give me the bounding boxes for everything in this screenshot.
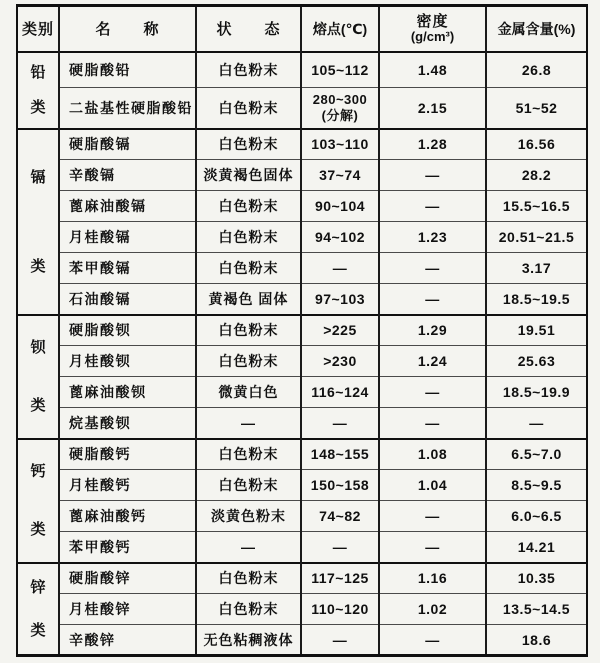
density-cell: — (379, 408, 486, 439)
compound-name: 辛酸镉 (59, 160, 196, 191)
metal-content-cell: 20.51~21.5 (486, 222, 587, 253)
table-row (17, 532, 587, 563)
melting-value: — (332, 260, 348, 276)
density-cell: — (379, 284, 486, 315)
category-char: 镉 (30, 168, 46, 186)
melting-point-cell (301, 439, 379, 470)
melting-value: 94~102 (314, 229, 366, 245)
metal-content-cell: 6.5~7.0 (486, 439, 587, 470)
melting-point-cell (301, 501, 379, 532)
category-char: 类 (30, 397, 46, 414)
state-cell: 白色粉末 (196, 563, 301, 594)
compound-name: 硬脂酸钡 (59, 315, 196, 346)
header-melting-point: 熔点(℃) (301, 6, 379, 52)
melting-point-cell (301, 52, 379, 88)
melting-note: (分解) (321, 107, 359, 123)
state-cell: 白色粉末 (196, 439, 301, 470)
melting-point-cell (301, 315, 379, 346)
state-cell: 无色粘稠液体 (196, 625, 301, 656)
category-char: 锌 (30, 579, 46, 596)
header-name: 名 称 (59, 6, 196, 52)
metal-content-cell: 6.0~6.5 (486, 501, 587, 532)
melting-value: — (332, 631, 348, 648)
table-row (17, 191, 587, 222)
compound-name: 苯甲酸镉 (59, 253, 196, 284)
table-row (17, 284, 587, 315)
metal-content-cell: 18.5~19.5 (486, 284, 587, 315)
table-row (17, 439, 587, 470)
melting-point-cell (301, 563, 379, 594)
compound-name: 月桂酸镉 (59, 222, 196, 253)
compound-name: 石油酸镉 (59, 284, 196, 315)
metal-content-cell: 3.17 (486, 253, 587, 284)
melting-point-cell (301, 470, 379, 501)
compound-name: 硬脂酸铅 (59, 52, 196, 88)
table-row (17, 88, 587, 129)
state-cell: 白色粉末 (196, 222, 301, 253)
melting-value: 103~110 (311, 136, 369, 153)
melting-value: 110~120 (311, 601, 369, 617)
metal-content-cell: 19.51 (486, 315, 587, 346)
state-cell: 白色粉末 (196, 346, 301, 377)
density-cell: — (379, 625, 486, 656)
density-cell: 1.48 (379, 52, 486, 88)
metal-content-cell: 28.2 (486, 160, 587, 191)
melting-value: 97~103 (314, 290, 366, 307)
state-cell: 微黄白色 (196, 377, 301, 408)
table-row (17, 315, 587, 346)
category-char: 钙 (30, 463, 46, 480)
metal-content-cell: 51~52 (486, 88, 587, 129)
table-row (17, 160, 587, 191)
state-cell: — (196, 408, 301, 439)
header-row (17, 6, 587, 52)
metal-soap-properties-table (16, 4, 588, 657)
category-char: 类 (30, 99, 46, 116)
density-cell: — (379, 160, 486, 191)
header-density (379, 6, 486, 52)
melting-point-cell (301, 160, 379, 191)
table-row (17, 501, 587, 532)
melting-point-cell (301, 532, 379, 563)
melting-value: 74~82 (319, 508, 361, 524)
state-cell: 淡黄色粉末 (196, 501, 301, 532)
table-row (17, 625, 587, 656)
density-cell: — (379, 377, 486, 408)
metal-content-cell: 26.8 (486, 52, 587, 88)
header-category: 类别 (21, 21, 54, 39)
compound-name: 二盐基性硬脂酸铅 (59, 88, 196, 129)
melting-point-cell (301, 346, 379, 377)
density-cell: 1.08 (379, 439, 486, 470)
melting-value: 116~124 (311, 384, 369, 400)
header-density-line2: (g/cm³) (410, 29, 455, 45)
melting-point-cell (301, 129, 379, 160)
melting-value: 105~112 (311, 61, 369, 78)
density-cell: 2.15 (379, 88, 486, 129)
metal-content-cell: 25.63 (486, 346, 587, 377)
density-cell: — (379, 532, 486, 563)
melting-point-cell (301, 191, 379, 222)
compound-name: 硬脂酸镉 (59, 129, 196, 160)
state-cell: 白色粉末 (196, 315, 301, 346)
melting-value: 280~300 (312, 91, 368, 107)
metal-content-cell: 15.5~16.5 (486, 191, 587, 222)
table-row (17, 377, 587, 408)
metal-content-cell: 18.6 (486, 625, 587, 656)
melting-value: 90~104 (314, 198, 366, 214)
table-row (17, 470, 587, 501)
density-cell: 1.02 (379, 594, 486, 625)
metal-content-cell: — (486, 408, 587, 439)
melting-value: 148~155 (310, 446, 370, 463)
compound-name: 蓖麻油酸镉 (59, 191, 196, 222)
melting-point-cell (301, 88, 379, 129)
metal-content-cell: 18.5~19.9 (486, 377, 587, 408)
state-cell: 黄褐色 固体 (196, 284, 301, 315)
table-row (17, 408, 587, 439)
compound-name: 硬脂酸钙 (59, 439, 196, 470)
category-cell (17, 129, 59, 315)
density-cell: 1.04 (379, 470, 486, 501)
category-cell (17, 52, 59, 129)
table-row (17, 594, 587, 625)
compound-name: 硬脂酸锌 (59, 563, 196, 594)
melting-point-cell (301, 377, 379, 408)
melting-value: 117~125 (311, 570, 369, 587)
state-cell: 白色粉末 (196, 253, 301, 284)
header-state: 状 态 (196, 6, 301, 52)
compound-name: 月桂酸钡 (59, 346, 196, 377)
state-cell: 白色粉末 (196, 594, 301, 625)
state-cell: 淡黄褐色固体 (196, 160, 301, 191)
density-cell: — (379, 191, 486, 222)
metal-content-cell: 8.5~9.5 (486, 470, 587, 501)
density-cell: 1.24 (379, 346, 486, 377)
melting-value: >225 (323, 322, 357, 339)
table-row (17, 129, 587, 160)
table-row (17, 222, 587, 253)
metal-content-cell: 16.56 (486, 129, 587, 160)
category-cell (17, 563, 59, 656)
melting-value: >230 (323, 353, 357, 369)
category-char: 类 (30, 621, 46, 639)
header-density-line1: 密度 (416, 12, 449, 30)
table-row (17, 563, 587, 594)
melting-point-cell (301, 222, 379, 253)
state-cell: 白色粉末 (196, 470, 301, 501)
category-char: 钡 (30, 339, 46, 356)
melting-value: — (332, 538, 348, 555)
density-cell: — (379, 501, 486, 532)
density-cell: 1.23 (379, 222, 486, 253)
melting-point-cell (301, 408, 379, 439)
state-cell: 白色粉末 (196, 191, 301, 222)
metal-content-cell: 13.5~14.5 (486, 594, 587, 625)
header-metal-content: 金属含量(%) (486, 6, 587, 52)
compound-name: 蓖麻油酸钙 (59, 501, 196, 532)
metal-content-cell: 14.21 (486, 532, 587, 563)
state-cell: 白色粉末 (196, 52, 301, 88)
melting-point-cell (301, 284, 379, 315)
category-cell (17, 315, 59, 439)
category-cell (17, 439, 59, 563)
table-body (17, 52, 587, 656)
density-cell: 1.16 (379, 563, 486, 594)
melting-point-cell (301, 253, 379, 284)
state-cell: 白色粉末 (196, 88, 301, 129)
melting-value: 37~74 (319, 167, 361, 183)
state-cell: 白色粉末 (196, 129, 301, 160)
density-cell: 1.29 (379, 315, 486, 346)
compound-name: 烷基酸钡 (59, 408, 196, 439)
table-row (17, 253, 587, 284)
density-cell: — (379, 253, 486, 284)
metal-content-cell: 10.35 (486, 563, 587, 594)
compound-name: 辛酸锌 (59, 625, 196, 656)
compound-name: 月桂酸锌 (59, 594, 196, 625)
compound-name: 蓖麻油酸钡 (59, 377, 196, 408)
category-char: 类 (30, 521, 46, 538)
table-row (17, 52, 587, 88)
density-cell: 1.28 (379, 129, 486, 160)
melting-point-cell (301, 625, 379, 656)
compound-name: 苯甲酸钙 (59, 532, 196, 563)
category-char: 铅 (30, 64, 46, 81)
melting-value: — (332, 414, 348, 431)
category-char: 类 (30, 257, 46, 275)
melting-value: 150~158 (310, 477, 370, 493)
compound-name: 月桂酸钙 (59, 470, 196, 501)
state-cell: — (196, 532, 301, 563)
table-row (17, 346, 587, 377)
melting-point-cell (301, 594, 379, 625)
